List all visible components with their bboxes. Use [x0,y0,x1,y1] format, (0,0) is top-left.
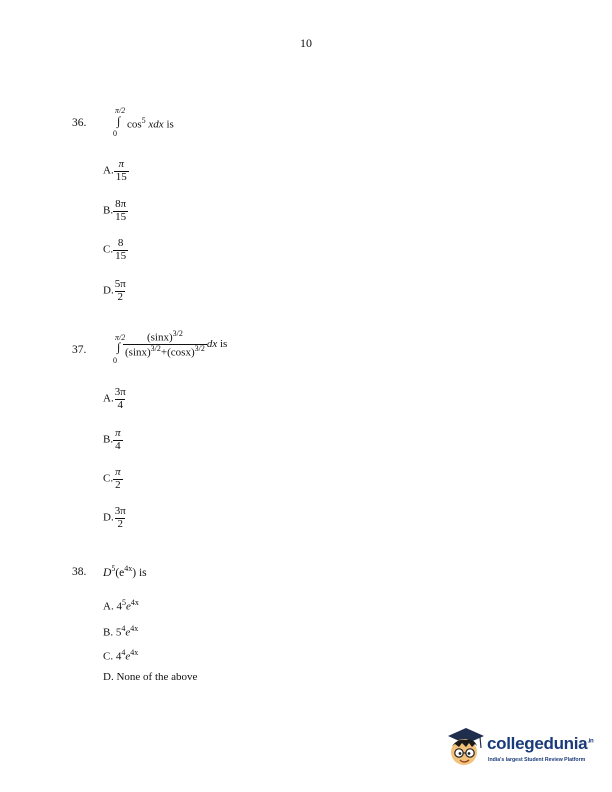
option-text: None of the above [116,671,198,683]
plus-sign: + [160,346,168,359]
option-e-exponent: 4x [130,598,139,607]
q38-option-b [103,624,138,639]
question-suffix: is [138,566,147,579]
integrand-fraction [123,330,207,359]
q36-option-a [103,159,129,183]
option-e: e [125,626,131,639]
integrand-exponent: 5 [141,116,146,125]
page-number: 10 [300,36,312,50]
q36-option-d [103,279,127,303]
q38-option-a [103,598,139,613]
logo-tagline: India's largest Student Review Platform [488,757,586,763]
option-e: e [125,650,131,663]
integral-upper-limit: π/2 [115,106,126,115]
option-letter: D. [103,671,114,683]
option-denominator: 4 [117,398,123,411]
expression-open: (e [115,566,125,579]
q37-option-a [103,387,127,411]
question-36-number: 36. [72,117,87,129]
option-base: 4 [116,600,122,613]
option-denominator: 2 [117,517,123,530]
q36-option-b [103,199,128,223]
option-letter: A. [103,164,114,177]
option-base: 4 [115,650,122,663]
option-numerator: π [118,158,124,170]
collegedunia-logo [444,726,604,774]
denominator-exponent-b: 3/2 [194,344,205,354]
option-denominator: 15 [115,170,127,183]
integral-sign: ∫ [117,114,121,128]
mascot-icon [444,726,484,772]
integral-sign: ∫ [117,340,121,354]
option-numerator: 3π [114,386,126,398]
q37-option-d [103,506,127,530]
option-denominator: 15 [115,210,127,223]
integral-upper-limit: π/2 [115,333,126,342]
option-letter: B. [103,626,114,639]
q38-option-d [103,671,197,683]
option-denominator: 4 [115,439,121,452]
denominator-term-b: (cosx) [167,346,195,359]
option-letter: A. [103,392,114,405]
option-letter: A. [103,600,114,613]
option-letter: C. [103,243,114,256]
option-numerator: 8 [117,237,124,249]
derivative-order: 5 [111,564,116,573]
q37-option-c [103,467,123,491]
option-numerator: 3π [114,505,126,517]
question-38-number: 38. [72,566,87,578]
q38-option-c [103,648,138,663]
option-letter: C. [103,472,114,485]
option-numerator: π [115,427,121,439]
q36-option-c [103,238,128,262]
option-numerator: 5π [114,278,126,290]
logo-name: collegedunia [487,734,588,753]
question-38-stem [103,564,147,579]
integral-lower-limit: 0 [113,356,117,365]
derivative-operator: D [103,566,112,579]
numerator-exponent: 3/2 [172,329,183,338]
option-numerator: π [115,466,121,478]
option-letter: B. [103,204,114,217]
question-37-stem [103,330,273,368]
option-base: 5 [115,626,122,639]
question-suffix: is [166,118,174,131]
option-letter: B. [103,433,114,446]
option-e-exponent: 4x [130,624,139,633]
option-denominator: 2 [117,290,123,303]
question-36-stem [103,106,193,140]
integrand-variable: xdx [148,118,164,131]
question-suffix: is [220,338,228,351]
denominator-term-a: (sinx) [125,346,151,359]
option-denominator: 15 [115,249,127,262]
q37-option-b [103,428,123,452]
option-letter: D. [103,511,114,524]
question-37-number: 37. [72,344,87,356]
denominator-exponent-a: 3/2 [150,344,161,354]
numerator-base: (sinx) [146,331,173,344]
option-letter: C. [103,650,114,663]
option-numerator: 8π [115,198,127,210]
option-e: e [125,600,131,613]
expression-exponent: 4x [124,564,133,573]
option-e-exponent: 4x [130,648,139,657]
expression-close: ) [132,566,137,579]
option-base-exponent: 4 [121,624,126,633]
option-base-exponent: 5 [121,598,126,607]
integrand-function: cos [127,118,142,131]
option-denominator: 2 [115,478,121,491]
option-letter: D. [103,284,114,297]
logo-tld: .in [587,738,594,745]
option-base-exponent: 4 [121,648,126,657]
differential: dx [206,338,218,351]
integral-lower-limit: 0 [113,129,117,138]
